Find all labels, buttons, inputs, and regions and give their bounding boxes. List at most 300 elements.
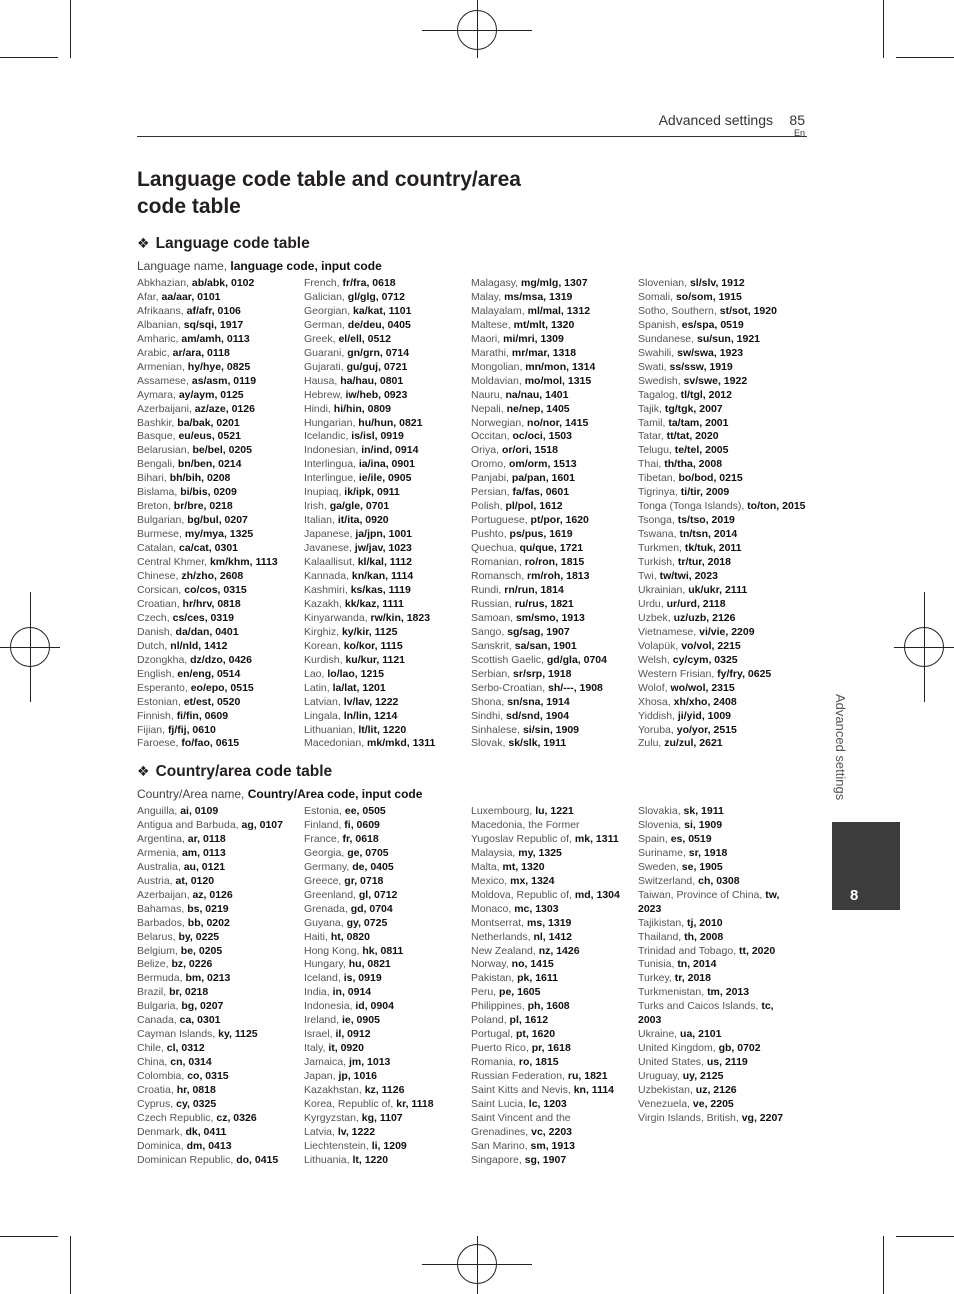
entry-code: kg, 1107 <box>361 1111 403 1124</box>
table-row <box>638 737 806 751</box>
entry-name: New Zealand, <box>471 944 536 957</box>
entry-name: Luxembourg, <box>471 805 533 817</box>
entry-code: kz, 1126 <box>364 1084 405 1097</box>
entry-name: Poland, <box>471 1014 507 1027</box>
entry-name: Macedonian, <box>304 737 365 750</box>
table-row <box>304 1028 472 1042</box>
entry-code: lv/lav, 1222 <box>343 695 399 708</box>
table-row <box>471 931 639 945</box>
crop-mark <box>0 1236 58 1237</box>
table-row <box>638 375 806 389</box>
entry-code: ht, 0820 <box>330 930 370 943</box>
entry-name: Sotho, Southern, <box>638 304 717 317</box>
entry-code: ua, 2101 <box>680 1028 722 1041</box>
entry-name: Belarus, <box>137 930 176 943</box>
table-row <box>137 389 305 403</box>
entry-code: tm, 2013 <box>707 986 750 999</box>
table-column <box>471 805 639 1168</box>
entry-code: fr/fra, 0618 <box>342 277 396 289</box>
entry-name: Swedish, <box>638 374 681 387</box>
entry-name: Tibetan, <box>638 472 676 485</box>
entry-name: Galician, <box>304 290 345 303</box>
entry-code: uz/uzb, 2126 <box>673 611 736 624</box>
entry-name: Greece, <box>304 874 342 887</box>
entry-code: ca, 0301 <box>179 1014 221 1027</box>
entry-name: Peru, <box>471 986 497 999</box>
entry-name: Malagasy, <box>471 277 519 289</box>
language-column-header: Language name, language code, input code <box>137 259 382 273</box>
entry-name: France, <box>304 832 340 845</box>
country-code-table <box>137 805 817 1275</box>
entry-name: Xhosa, <box>638 695 671 708</box>
table-row <box>638 417 806 431</box>
entry-name: Spanish, <box>638 318 679 331</box>
table-row <box>471 1000 639 1014</box>
entry-name: Nauru, <box>471 388 503 401</box>
table-row <box>471 277 639 291</box>
entry-code: ky, 1125 <box>218 1028 258 1041</box>
table-row <box>471 682 639 696</box>
table-row <box>304 889 472 903</box>
table-row <box>137 682 305 696</box>
entry-code: na/nau, 1401 <box>505 388 569 401</box>
entry-code: cl, 0312 <box>166 1042 205 1055</box>
entry-code: eo/epo, 0515 <box>190 681 254 694</box>
entry-name: Serbian, <box>471 667 511 680</box>
table-row <box>471 403 639 417</box>
entry-code: sm/smo, 1913 <box>515 611 585 624</box>
entry-name: Inupiaq, <box>304 486 342 499</box>
table-row <box>638 444 806 458</box>
table-row <box>137 305 305 319</box>
table-row <box>137 528 305 542</box>
crop-mark <box>896 57 954 58</box>
table-row <box>471 1140 639 1154</box>
entry-name: Somali, <box>638 290 674 303</box>
entry-code: sq/sqi, 1917 <box>183 318 244 331</box>
table-row <box>471 486 639 500</box>
entry-code: do, 0415 <box>236 1153 279 1166</box>
entry-name: Greenland, <box>304 888 356 901</box>
entry-code: tt, 2020 <box>739 944 776 957</box>
table-row <box>471 1084 639 1098</box>
entry-name: Kazakh, <box>304 597 342 610</box>
entry-name: Belize, <box>137 958 169 971</box>
entry-code: km/khm, 1113 <box>209 556 278 569</box>
entry-name: Breton, <box>137 500 171 513</box>
entry-code: ji/yid, 1009 <box>677 709 732 722</box>
table-row <box>304 556 472 570</box>
table-row <box>638 458 806 472</box>
entry-name: Hungarian, <box>304 416 356 429</box>
crop-mark <box>0 57 58 58</box>
table-row <box>638 958 806 972</box>
entry-name: Yoruba, <box>638 723 674 736</box>
entry-name: Hong Kong, <box>304 944 360 957</box>
table-row <box>638 361 806 375</box>
country-heading: ❖ Country/area code table <box>137 763 333 780</box>
table-row <box>638 819 806 833</box>
entry-name: Moldavian, <box>471 374 522 387</box>
entry-code: la/lat, 1201 <box>332 681 386 694</box>
entry-code: zh/zho, 2608 <box>181 570 244 583</box>
table-row <box>638 986 806 1000</box>
entry-name: Kirghiz, <box>304 625 340 638</box>
table-column <box>137 805 305 1168</box>
table-row <box>137 1112 305 1126</box>
table-row <box>137 584 305 598</box>
table-row <box>638 861 806 875</box>
entry-code: en/eng, 0514 <box>177 667 241 680</box>
entry-name: Tunisia, <box>638 958 675 971</box>
entry-name: Sinhalese, <box>471 723 521 736</box>
entry-name: Azerbaijan, <box>137 888 190 901</box>
entry-code: sl/slv, 1912 <box>689 277 745 289</box>
table-row <box>638 640 806 654</box>
table-row <box>471 389 639 403</box>
entry-code: gn/grn, 0714 <box>347 346 410 359</box>
table-row <box>471 458 639 472</box>
entry-name: Italian, <box>304 514 335 527</box>
table-row <box>137 861 305 875</box>
table-row <box>471 805 639 819</box>
entry-code: pk, 1611 <box>517 972 558 985</box>
table-row <box>471 668 639 682</box>
table-row <box>471 903 639 917</box>
entry-code: no, 1415 <box>511 958 554 971</box>
table-row <box>304 417 472 431</box>
entry-code: lc, 1203 <box>528 1098 567 1111</box>
table-row <box>304 1000 472 1014</box>
entry-name: Bulgarian, <box>137 514 185 527</box>
entry-code: sd/snd, 1904 <box>506 709 570 722</box>
entry-code: pl/pol, 1612 <box>505 500 563 513</box>
entry-code: bb, 0202 <box>187 916 230 929</box>
entry-name: Australia, <box>137 860 181 873</box>
entry-name: Persian, <box>471 486 510 499</box>
table-row <box>304 500 472 514</box>
entry-name: Monaco, <box>471 902 512 915</box>
table-row <box>638 528 806 542</box>
entry-code: ha/hau, 0801 <box>340 374 404 387</box>
table-row <box>471 1154 639 1168</box>
entry-code: jp, 1016 <box>338 1070 377 1083</box>
entry-code: fa/fas, 0601 <box>512 486 570 499</box>
table-row <box>471 556 639 570</box>
entry-name: Bihari, <box>137 472 167 485</box>
entry-code: el/ell, 0512 <box>338 332 391 345</box>
entry-code: sg, 1907 <box>524 1153 567 1166</box>
table-row <box>137 986 305 1000</box>
table-row <box>638 584 806 598</box>
table-row <box>638 696 806 710</box>
table-row <box>304 598 472 612</box>
entry-code: vc, 2203 <box>531 1125 572 1138</box>
table-row <box>304 917 472 931</box>
entry-code: th, 2008 <box>684 930 724 943</box>
table-row <box>638 305 806 319</box>
table-row <box>304 972 472 986</box>
entry-code: us, 2119 <box>706 1056 748 1069</box>
entry-code: id, 0904 <box>355 1000 394 1013</box>
entry-code: es, 0519 <box>670 832 712 845</box>
crop-mark <box>883 0 884 58</box>
entry-code: li, 1209 <box>371 1139 407 1152</box>
table-row <box>638 333 806 347</box>
entry-code: sr, 1918 <box>688 846 728 859</box>
table-row <box>304 1112 472 1126</box>
entry-name: Tatar, <box>638 430 664 443</box>
entry-code: ve, 2205 <box>692 1098 734 1111</box>
entry-name: Sindhi, <box>471 709 504 722</box>
table-row <box>137 472 305 486</box>
entry-name: San Marino, <box>471 1139 528 1152</box>
table-row <box>471 542 639 556</box>
entry-code: fo/fao, 0615 <box>181 737 240 750</box>
entry-code: su/sun, 1921 <box>696 332 761 345</box>
entry-code: ag, 0107 <box>241 818 283 831</box>
entry-code: ja/jpn, 1001 <box>355 528 413 541</box>
entry-name: Grenadines, <box>471 1125 529 1138</box>
entry-name: Brazil, <box>137 986 167 999</box>
entry-code: cs/ces, 0319 <box>172 611 234 624</box>
entry-name: Romanian, <box>471 556 522 569</box>
entry-code: ia/ina, 0901 <box>358 458 415 471</box>
entry-code: gr, 0718 <box>344 874 384 887</box>
entry-code: ku/kur, 1121 <box>345 653 405 666</box>
entry-code: gu/guj, 0721 <box>346 360 408 373</box>
table-row <box>638 805 806 819</box>
entry-name: Bashkir, <box>137 416 175 429</box>
entry-name: Kurdish, <box>304 653 343 666</box>
entry-name: Bengali, <box>137 458 175 471</box>
table-row <box>638 875 806 889</box>
entry-name: Abkhazian, <box>137 277 189 289</box>
table-row <box>471 333 639 347</box>
table-row <box>471 833 639 847</box>
entry-name: Occitan, <box>471 430 510 443</box>
entry-code: ai, 0109 <box>180 805 219 817</box>
entry-code: jm, 1013 <box>348 1056 391 1069</box>
entry-name: Portuguese, <box>471 514 528 527</box>
entry-name: Mexico, <box>471 874 508 887</box>
language-tag: En <box>793 128 805 138</box>
table-row <box>137 805 305 819</box>
entry-name: Guyana, <box>304 916 344 929</box>
table-row <box>471 640 639 654</box>
entry-code: ba/bak, 0201 <box>177 416 240 429</box>
entry-code: de, 0405 <box>352 860 394 873</box>
entry-name: Lao, <box>304 667 325 680</box>
entry-code: by, 0225 <box>178 930 220 943</box>
entry-name: Tajik, <box>638 402 662 415</box>
entry-code: lo/lao, 1215 <box>327 667 384 680</box>
entry-code: aa/aar, 0101 <box>161 290 221 303</box>
entry-code: gl, 0712 <box>358 888 398 901</box>
entry-name: Armenia, <box>137 846 180 859</box>
table-column <box>638 277 806 751</box>
entry-code: bz, 0226 <box>171 958 213 971</box>
entry-code: ik/ipk, 0911 <box>344 486 400 499</box>
entry-name: Estonia, <box>304 805 342 817</box>
entry-name: Norway, <box>471 958 509 971</box>
table-row <box>638 945 806 959</box>
entry-code: pt/por, 1620 <box>530 514 589 527</box>
entry-code: cy, 0325 <box>176 1098 217 1111</box>
entry-name: Basque, <box>137 430 176 443</box>
entry-name: Malay, <box>471 290 502 303</box>
entry-code: nl, 1412 <box>533 930 572 943</box>
table-row <box>471 528 639 542</box>
entry-code: mk/mkd, 1311 <box>367 737 436 750</box>
entry-code: mk, 1311 <box>574 832 619 845</box>
entry-name: Netherlands, <box>471 930 531 943</box>
table-row <box>638 903 806 917</box>
entry-code: te/tel, 2005 <box>674 444 729 457</box>
entry-name: Dominica, <box>137 1139 184 1152</box>
table-row <box>304 584 472 598</box>
crop-mark <box>883 1236 884 1294</box>
entry-name: Hungary, <box>304 958 346 971</box>
entry-code: so/som, 1915 <box>675 290 742 303</box>
entry-name: Turkmen, <box>638 542 682 555</box>
entry-name: Sanskrit, <box>471 639 512 652</box>
table-row <box>638 917 806 931</box>
entry-name: Czech Republic, <box>137 1111 214 1124</box>
entry-name: Yiddish, <box>638 709 675 722</box>
entry-name: India, <box>304 986 330 999</box>
table-row <box>638 403 806 417</box>
entry-code: ms/msa, 1319 <box>504 290 573 303</box>
table-row <box>304 570 472 584</box>
entry-name: China, <box>137 1056 168 1069</box>
entry-code: tn/tsn, 2014 <box>679 528 738 541</box>
entry-code: vi/vie, 2209 <box>699 625 755 638</box>
table-row <box>471 584 639 598</box>
table-row <box>638 500 806 514</box>
entry-code: st/sot, 1920 <box>719 304 777 317</box>
entry-name: Latin, <box>304 681 330 694</box>
entry-name: Grenada, <box>304 902 348 915</box>
entry-name: Icelandic, <box>304 430 349 443</box>
table-row <box>471 1042 639 1056</box>
entry-code: hu/hun, 0821 <box>358 416 423 429</box>
entry-code: hu, 0821 <box>348 958 391 971</box>
entry-name: Malta, <box>471 860 500 873</box>
entry-name: Telugu, <box>638 444 672 457</box>
entry-code: lt/lit, 1220 <box>358 723 407 736</box>
entry-name: Gujarati, <box>304 360 344 373</box>
table-row <box>304 847 472 861</box>
table-row <box>137 1000 305 1014</box>
table-row <box>304 945 472 959</box>
entry-code: dz/dzo, 0426 <box>190 653 252 666</box>
entry-name: Iceland, <box>304 972 341 985</box>
entry-code: in, 0914 <box>332 986 372 999</box>
entry-name: Korea, Republic of, <box>304 1098 394 1111</box>
entry-code: ss/ssw, 1919 <box>669 360 733 373</box>
entry-name: Suriname, <box>638 846 686 859</box>
table-column <box>471 277 639 751</box>
entry-name: Indonesia, <box>304 1000 353 1013</box>
entry-name: Mongolian, <box>471 360 523 373</box>
table-row <box>304 277 472 291</box>
entry-name: Sundanese, <box>638 332 695 345</box>
table-row <box>471 430 639 444</box>
table-row <box>471 819 639 833</box>
entry-code: tl/tgl, 2012 <box>680 388 732 401</box>
chapter-tab <box>832 822 900 910</box>
entry-name: Fijian, <box>137 723 166 736</box>
table-row <box>471 305 639 319</box>
table-row <box>304 1014 472 1028</box>
table-row <box>137 1056 305 1070</box>
entry-name: Nepali, <box>471 402 504 415</box>
entry-name: Chile, <box>137 1042 164 1055</box>
table-row <box>137 1154 305 1168</box>
table-row <box>471 737 639 751</box>
entry-name: Bislama, <box>137 486 178 499</box>
table-row <box>137 277 305 291</box>
entry-name: Bulgaria, <box>137 1000 179 1013</box>
table-row <box>471 417 639 431</box>
entry-name: Pakistan, <box>471 972 515 985</box>
entry-name: German, <box>304 318 345 331</box>
entry-name: Japan, <box>304 1070 336 1083</box>
entry-name: Kannada, <box>304 570 349 583</box>
table-row <box>137 500 305 514</box>
entry-code: bs, 0219 <box>187 902 229 915</box>
entry-name: Kazakhstan, <box>304 1084 362 1097</box>
entry-name: Dutch, <box>137 639 168 652</box>
entry-name: Uzbekistan, <box>638 1084 693 1097</box>
entry-code: de/deu, 0405 <box>347 318 411 331</box>
table-row <box>304 875 472 889</box>
entry-code: hr, 0818 <box>176 1084 216 1097</box>
table-row <box>137 1070 305 1084</box>
entry-name: Jamaica, <box>304 1056 347 1069</box>
entry-name: Assamese, <box>137 374 189 387</box>
table-row <box>304 682 472 696</box>
entry-name: Saint Vincent and the <box>471 1111 571 1124</box>
table-row <box>471 972 639 986</box>
diamond-icon: ❖ <box>137 763 150 779</box>
entry-name: Chinese, <box>137 570 179 583</box>
entry-name: Indonesian, <box>304 444 359 457</box>
entry-name: Anguilla, <box>137 805 178 817</box>
table-row <box>137 1084 305 1098</box>
table-row <box>137 598 305 612</box>
entry-code: nz, 1426 <box>538 944 580 957</box>
entry-name: Oromo, <box>471 458 507 471</box>
table-row <box>304 805 472 819</box>
entry-name: Azerbaijani, <box>137 402 192 415</box>
entry-name: Tswana, <box>638 528 677 541</box>
entry-name: Uzbek, <box>638 611 671 624</box>
table-row <box>638 430 806 444</box>
entry-code: sr/srp, 1918 <box>513 667 572 680</box>
entry-code: tc, <box>761 1000 774 1013</box>
entry-code: it, 0920 <box>328 1042 364 1055</box>
table-row <box>471 724 639 738</box>
entry-name: United Kingdom, <box>638 1042 716 1055</box>
language-code-table <box>137 277 817 750</box>
entry-name: Interlingua, <box>304 458 356 471</box>
table-row <box>137 889 305 903</box>
entry-code: zu/zul, 2621 <box>664 737 723 750</box>
entry-code: it/ita, 0920 <box>337 514 389 527</box>
entry-name: Albanian, <box>137 318 181 331</box>
